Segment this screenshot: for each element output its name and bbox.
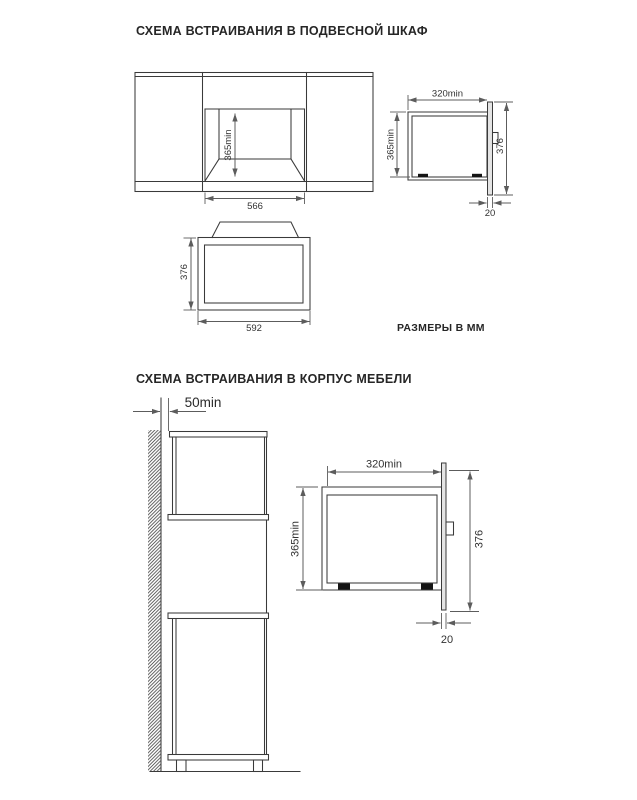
- dim-label-frame-thickness: 20: [484, 208, 496, 219]
- side-view-top: [385, 89, 513, 220]
- dim-label-frame-height: 376: [473, 529, 486, 549]
- dimension-frame-thickness: [469, 197, 511, 219]
- dimension-oven-width: [198, 311, 310, 334]
- dimension-frame-height: [449, 471, 485, 612]
- dim-label-wall-gap: 50min: [184, 395, 222, 410]
- dim-label-oven-width: 592: [246, 323, 262, 334]
- oven-body: [327, 495, 437, 583]
- dim-label-oven-height: 376: [178, 264, 190, 280]
- shelf-upper: [168, 515, 269, 521]
- niche-opening: [205, 109, 305, 182]
- side-view-bottom: [289, 459, 485, 647]
- dim-label-niche-height: 365min: [222, 129, 234, 161]
- section-title-furniture-body: СХЕМА ВСТРАИВАНИЯ В КОРПУС МЕБЕЛИ: [136, 372, 412, 386]
- dimension-depth: [328, 459, 442, 487]
- oven-foot: [418, 174, 428, 177]
- bottom-board: [168, 755, 269, 761]
- dim-label-niche-height: 365min: [385, 128, 397, 161]
- hanging-cabinet-front-view: [135, 73, 373, 213]
- section-title-hanging-cabinet: СХЕМА ВСТРАИВАНИЯ В ПОДВЕСНОЙ ШКАФ: [136, 24, 428, 38]
- dim-label-frame-height: 376: [494, 138, 506, 154]
- wall-and-gap: [133, 395, 221, 772]
- dim-label-depth: 320min: [365, 458, 403, 471]
- oven-front-view: [179, 222, 310, 334]
- dimension-frame-thickness: [416, 613, 471, 646]
- oven-body: [412, 116, 487, 177]
- front-frame-panel: [488, 102, 493, 195]
- oven-foot: [421, 584, 433, 590]
- frame-latch: [446, 522, 454, 535]
- cabinet-foot: [254, 760, 263, 772]
- dimension-niche-height: [289, 487, 323, 590]
- oven-foot: [472, 174, 482, 177]
- oven-door: [205, 245, 304, 303]
- cabinet-outline: [135, 73, 373, 192]
- dim-label-niche-height: 365min: [289, 520, 302, 558]
- oven-frame: [198, 238, 310, 311]
- lower-compartment-left-wall: [173, 619, 177, 755]
- dimension-wall-gap: [133, 395, 221, 412]
- dimension-depth: [408, 89, 487, 111]
- upper-compartment-left-wall: [173, 437, 177, 515]
- dimension-niche-width: [205, 193, 305, 213]
- dim-label-niche-width: 566: [247, 201, 263, 212]
- dim-label-depth: 320min: [431, 88, 464, 100]
- front-frame-panel: [442, 463, 447, 610]
- wall-hatching: [148, 430, 161, 772]
- dimension-niche-height: [223, 114, 235, 177]
- cabinet-foot: [177, 760, 187, 772]
- top-board: [170, 432, 268, 438]
- dim-label-frame-thickness: 20: [440, 634, 454, 646]
- units-note: РАЗМЕРЫ В ММ: [397, 322, 485, 334]
- tall-cabinet: [150, 432, 300, 772]
- dimension-frame-height: [494, 102, 513, 195]
- shelf-lower: [168, 613, 269, 619]
- dimension-oven-height: [179, 238, 196, 310]
- dimension-niche-height: [385, 112, 410, 177]
- oven-foot: [338, 584, 350, 590]
- niche-perspective: [212, 222, 299, 238]
